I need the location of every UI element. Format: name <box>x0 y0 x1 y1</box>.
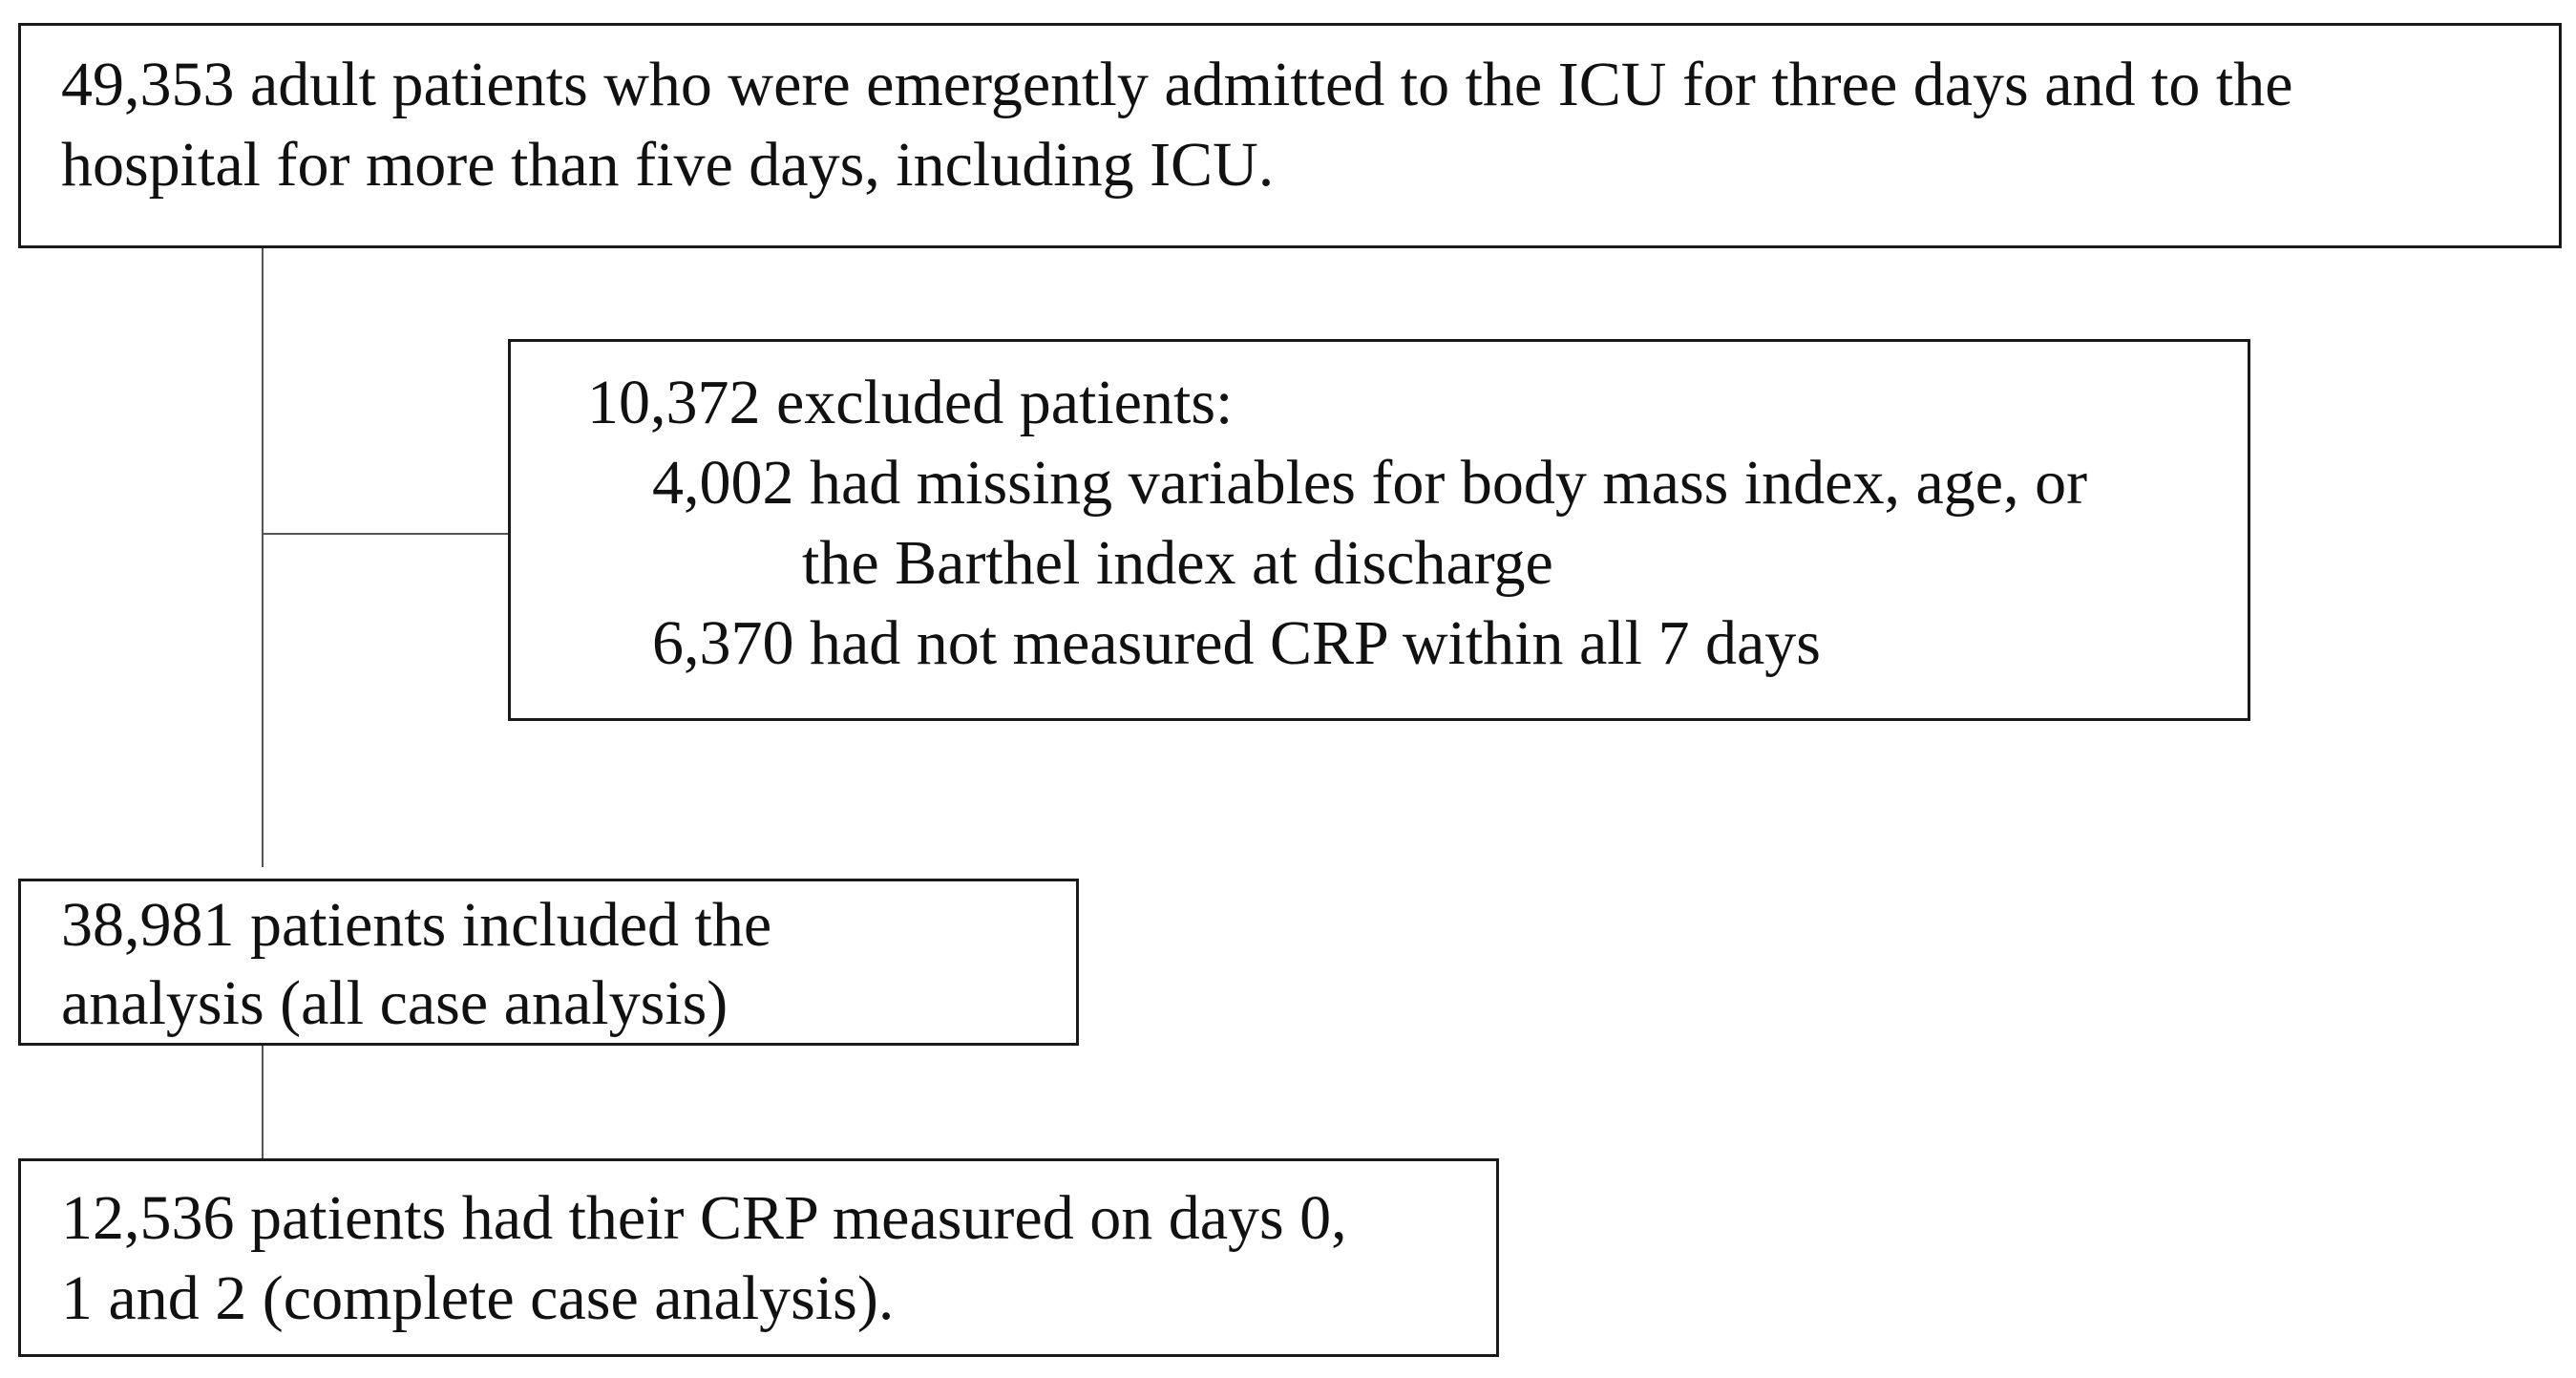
excluded-header: 10,372 excluded patients: <box>587 368 1234 437</box>
connector-exclusion-branch <box>262 533 510 535</box>
excluded-patients-box <box>508 339 2250 721</box>
included-line-2: analysis (all case analysis) <box>61 968 728 1038</box>
complete-line-1: 12,536 patients had their CRP measured on days 0, <box>61 1183 1347 1253</box>
connector-main-vertical <box>262 246 264 867</box>
connector-included-to-complete <box>262 1044 264 1160</box>
excluded-item-crp-not-measured: 6,370 had not measured CRP within all 7 days <box>652 608 1821 678</box>
excluded-item-missing-variables-cont: the Barthel index at discharge <box>802 528 1553 598</box>
eligible-line-2: hospital for more than five days, including ICU. <box>61 130 1275 200</box>
complete-line-2: 1 and 2 (complete case analysis). <box>61 1263 895 1333</box>
excluded-item-missing-variables: 4,002 had missing variables for body mass index, age, or <box>652 448 2088 518</box>
included-patients-box <box>18 879 1079 1046</box>
eligible-patients-box <box>18 23 2562 248</box>
included-line-1: 38,981 patients included the <box>61 890 772 960</box>
eligible-line-1: 49,353 adult patients who were emergently admitted to the ICU for three days and to the <box>61 50 2293 119</box>
complete-case-box <box>18 1158 1499 1357</box>
